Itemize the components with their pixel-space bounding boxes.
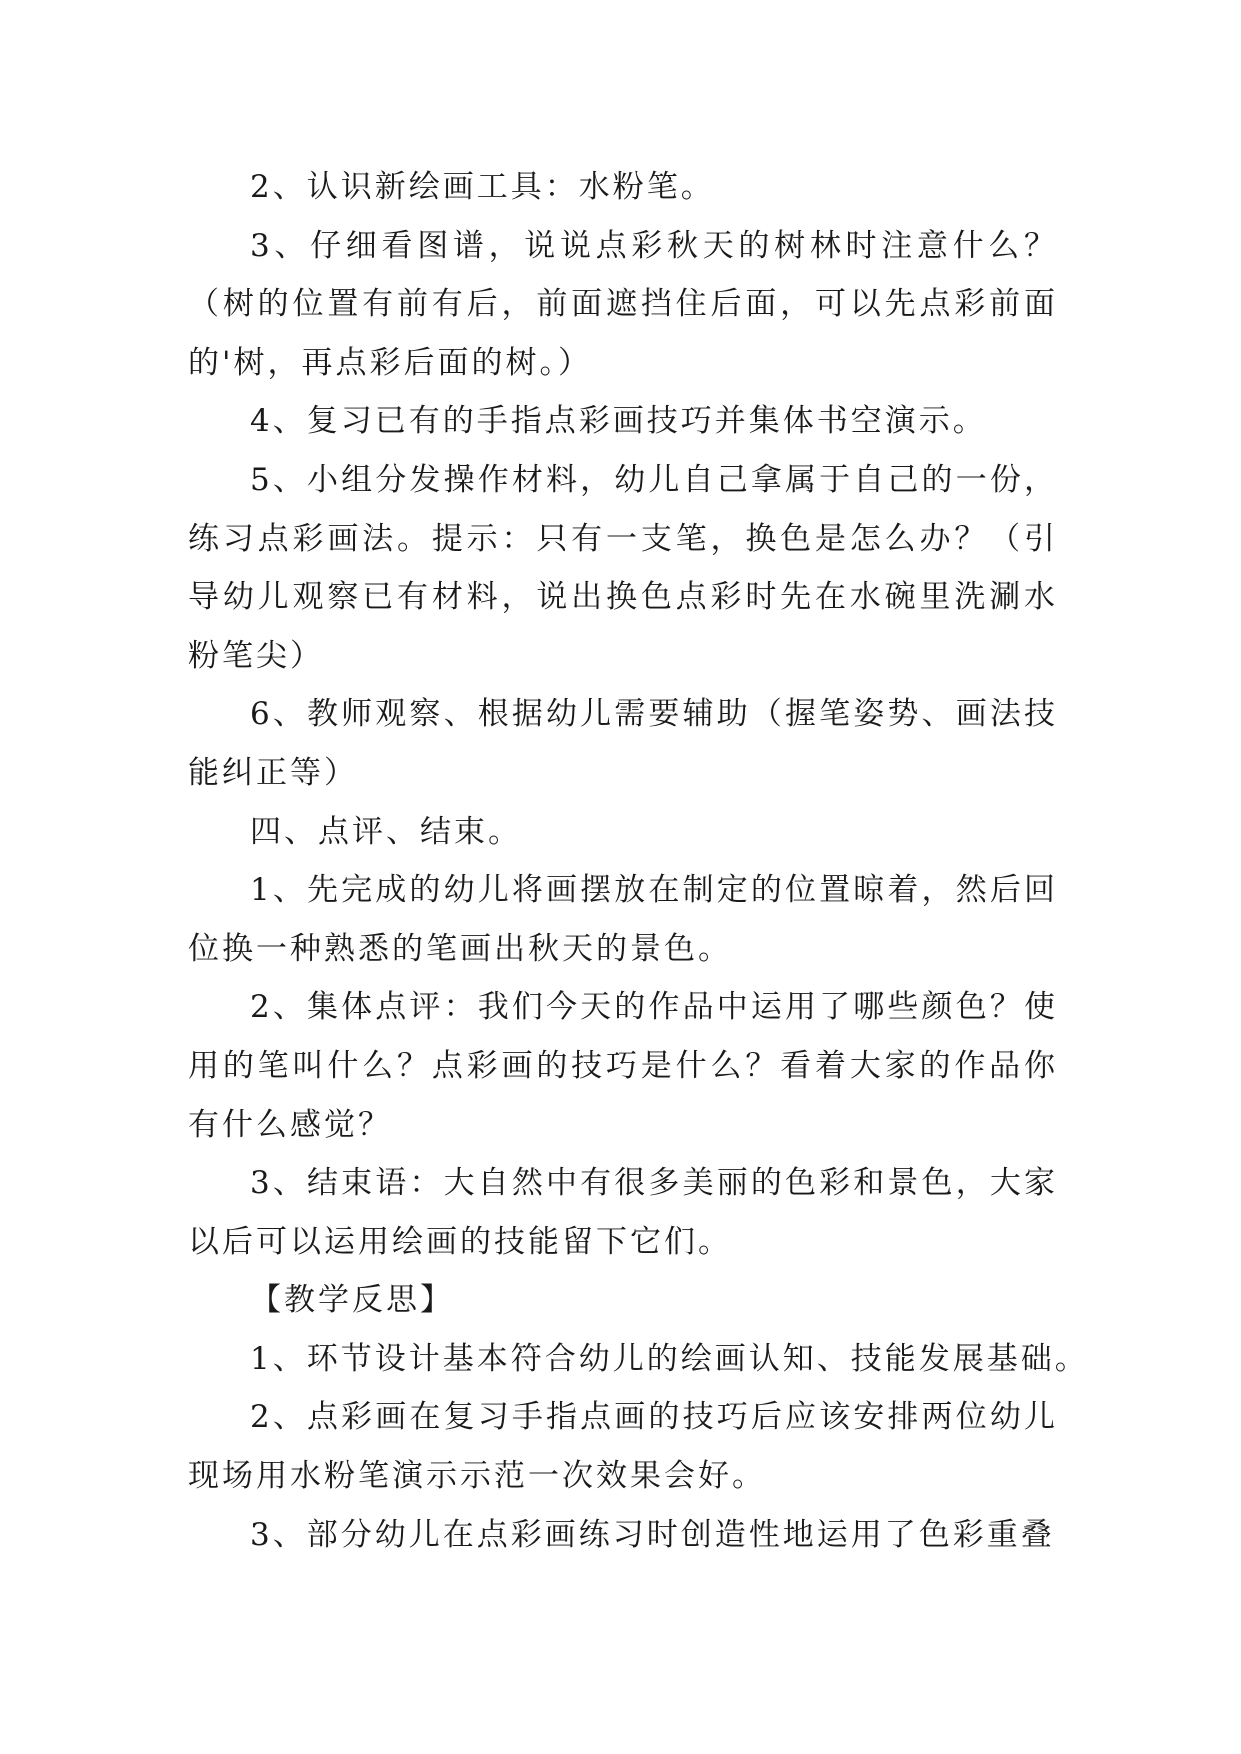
paragraph-4: 5、小组分发操作材料，幼儿自己拿属于自己的一份，练习点彩画法。提示：只有一支笔，换色是怎么办？（引导幼儿观察已有材料，说出换色点彩时先在水碗里洗涮水粉笔尖）	[188, 461, 1058, 674]
paragraph-6: 1、先完成的幼儿将画摆放在制定的位置晾着，然后回位换一种熟悉的笔画出秋天的景色。	[188, 872, 1058, 967]
paragraph-8: 3、结束语：大自然中有很多美丽的色彩和景色，大家以后可以运用绘画的技能留下它们。	[188, 1165, 1058, 1260]
paragraph-3: 4、复习已有的手指点彩画技巧并集体书空演示。	[250, 403, 987, 440]
paragraph-1: 2、认识新绘画工具：水粉笔。	[250, 169, 715, 205]
paragraph-10: 2、点彩画在复习手指点画的技巧后应该安排两位幼儿现场用水粉笔演示示范一次效果会好。	[188, 1399, 1058, 1495]
paragraph-9: 1、环节设计基本符合幼儿的绘画认知、技能发展基础。	[250, 1340, 1089, 1377]
paragraph-5: 6、教师观察、根据幼儿需要辅助（握笔姿势、画法技能纠正等）	[188, 696, 1058, 791]
section-heading-review: 四、点评、结束。	[250, 813, 522, 850]
document-body	[188, 158, 1089, 1564]
section-heading-reflection: 【教学反思】	[250, 1282, 454, 1319]
paragraph-11: 3、部分幼儿在点彩画练习时创造性地运用了色彩重叠	[250, 1516, 1055, 1553]
paragraph-2: 3、仔细看图谱，说说点彩秋天的树林时注意什么？（树的位置有前有后，前面遮挡住后面，可以先点彩前面的'树，再点彩后面的树。）	[188, 227, 1058, 381]
paragraph-7: 2、集体点评：我们今天的作品中运用了哪些颜色？使用的笔叫什么？点彩画的技巧是什么？看着大家的作品你有什么感觉？	[188, 989, 1058, 1143]
